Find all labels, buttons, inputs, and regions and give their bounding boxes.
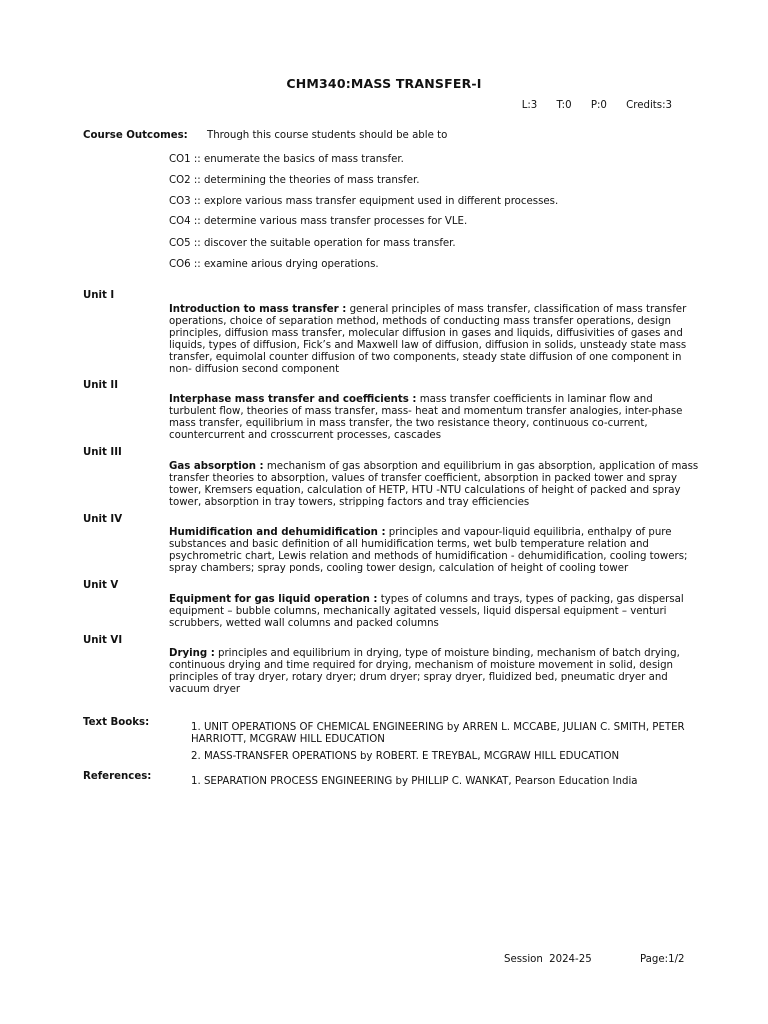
course-outcome-item: CO5 :: discover the suitable operation for mass transfer.: [169, 238, 456, 249]
course-title: CHM340:MASS TRANSFER-I: [286, 76, 482, 91]
unit-label: Unit II: [83, 380, 119, 391]
unit-text: general principles of mass transfer, classification of mass transfer operations, choice of separation method, methods of conducting mass transfer operations, design principles, diffusion mass transfer, molecular diffusion in gases and liquids, diffusivities of gases and liquids, types of diffusion, Fick’s and Maxwell law of diffusion, diffusion in solids, unsteady state mass transfer, equimolal counter diffusion of two components, steady state diffusion of one component in non- diffusion second component: [169, 304, 687, 375]
course-outcome-item: CO3 :: explore various mass transfer equipment used in different processes.: [169, 196, 559, 207]
unit-content: [169, 394, 701, 442]
references-label: References:: [83, 771, 152, 782]
unit-label: Unit V: [83, 580, 119, 591]
course-outcomes-intro: Through this course students should be able to: [207, 130, 448, 141]
lecture-hours: L:3: [521, 100, 538, 111]
unit-heading: Interphase mass transfer and coefficients :: [169, 394, 417, 405]
footer-session: Session 2024-25: [504, 954, 592, 965]
text-books-label: Text Books:: [83, 717, 150, 728]
credits: Credits:3: [626, 100, 672, 111]
unit-text: principles and equilibrium in drying, type of moisture binding, mechanism of batch drying, continuous drying and time required for drying, mechanism of moisture movement in solid, design principles of tray dryer, rotary dryer; drum dryer; spray dryer, fluidized bed, pneumatic dryer and vacuum dryer: [169, 648, 680, 695]
practical-hours: P:0: [590, 100, 607, 111]
course-outcome-item: CO4 :: determine various mass transfer processes for VLE.: [169, 216, 468, 227]
unit-label: Unit I: [83, 290, 115, 301]
unit-content: [169, 527, 701, 575]
unit-label: Unit III: [83, 447, 122, 458]
unit-heading: Introduction to mass transfer :: [169, 304, 347, 315]
unit-label: Unit VI: [83, 635, 123, 646]
course-outcome-item: CO6 :: examine arious drying operations.: [169, 259, 379, 270]
course-outcome-item: CO1 :: enumerate the basics of mass transfer.: [169, 154, 404, 165]
ltp-credits: [508, 100, 672, 112]
footer-page-number: Page:1/2: [640, 954, 685, 965]
course-outcome-item: CO2 :: determining the theories of mass transfer.: [169, 175, 420, 186]
unit-content: [169, 594, 701, 630]
unit-heading: Gas absorption :: [169, 461, 264, 472]
unit-heading: Equipment for gas liquid operation :: [169, 594, 378, 605]
tutorial-hours: T:0: [556, 100, 572, 111]
unit-text: mechanism of gas absorption and equilibrium in gas absorption, application of mass transfer theories to absorption, values of transfer coefficient, absorption in packed tower and spray tower, Kremsers equation, calculation of HETP, HTU -NTU calculations of height of packed and spray tower, absorption in tray towers, stripping factors and tray efficiencies: [169, 461, 699, 508]
course-outcomes-label: Course Outcomes:: [83, 130, 188, 141]
text-book-item: 1. UNIT OPERATIONS OF CHEMICAL ENGINEERING by ARREN L. MCCABE, JULIAN C. SMITH, PETER HARRIOTT, MCGRAW HILL EDUCATION: [191, 722, 685, 745]
unit-content: [169, 648, 701, 696]
unit-text: types of columns and trays, types of packing, gas dispersal equipment – bubble columns, mechanically agitated vessels, liquid dispersal equipment – venturi scrubbers, wetted wall columns and packed columns: [169, 594, 684, 629]
unit-label: Unit IV: [83, 514, 123, 525]
unit-text: mass transfer coefficients in laminar flow and turbulent flow, theories of mass transfer, mass- heat and momentum transfer analogies, inter-phase mass transfer, equilibrium in mass transfer, the two resistance theory, continuous co-current, countercurrent and crosscurrent processes, cascades: [169, 394, 683, 441]
unit-heading: Drying :: [169, 648, 215, 659]
unit-content: [169, 461, 701, 509]
unit-text: principles and vapour-liquid equilibria, enthalpy of pure substances and basic definition of all humidification terms, wet bulb temperature relation and psychrometric chart, Lewis relation and methods of humidification - dehumidification, cooling towers; spray chambers; spray ponds, cooling tower design, calculation of height of cooling tower: [169, 527, 688, 574]
unit-content: [169, 304, 701, 376]
reference-item: 1. SEPARATION PROCESS ENGINEERING by PHILLIP C. WANKAT, Pearson Education India: [191, 776, 638, 787]
text-book-item: 2. MASS-TRANSFER OPERATIONS by ROBERT. E TREYBAL, MCGRAW HILL EDUCATION: [191, 751, 620, 762]
unit-heading: Humidification and dehumidification :: [169, 527, 386, 538]
